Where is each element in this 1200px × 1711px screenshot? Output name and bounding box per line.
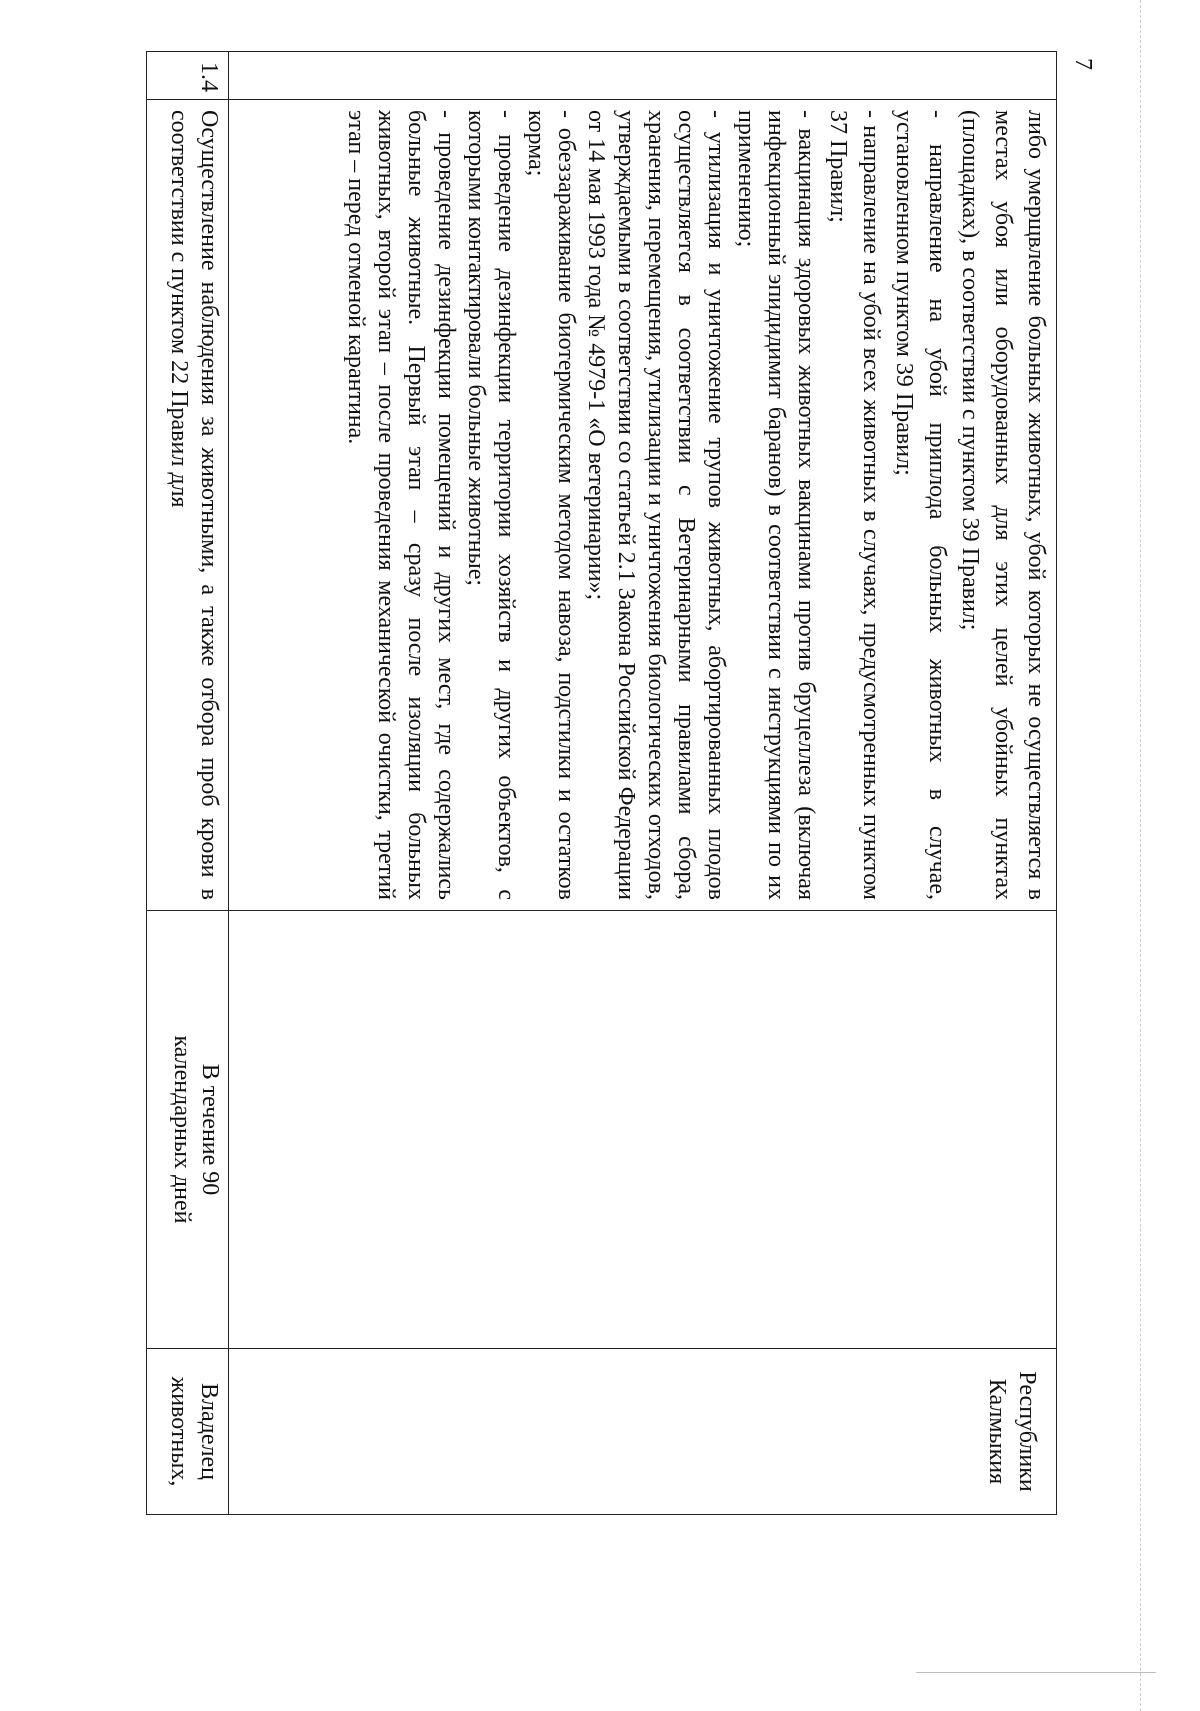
responsible-cell: Владелец животных, bbox=[147, 1349, 229, 1515]
measures-description-cell bbox=[229, 100, 1057, 911]
measure-paragraph: - проведение дезинфекции территории хозяйств и других объектов, с которыми контактировали больные животные; bbox=[463, 110, 519, 900]
page-number: 7 bbox=[1070, 58, 1096, 70]
measure-paragraph: либо умерщвление больных животных, убой которых не осуществляется в местах убоя или оборудованных для этих целей убойных пунктах (площадках), в соответствии с пунктом 39 Правил; bbox=[957, 110, 1049, 900]
measures-table bbox=[146, 51, 1057, 1515]
measure-paragraph: - проведение дезинфекции помещений и других мест, где содержались больные животные. Первый этап – сразу после изоляции больных животных, второй этап – после проведения механической очистки, третий этап – перед отменой карантина. bbox=[343, 110, 459, 900]
period-cell bbox=[229, 911, 1057, 1349]
table-row bbox=[147, 52, 229, 1515]
scan-bottom-line bbox=[916, 1672, 1156, 1673]
measure-paragraph: Осуществление наблюдения за животными, а также отбора проб крови в соответствии с пунктом 22 Правил для bbox=[166, 110, 222, 900]
measure-paragraph: - вакцинация здоровых животных вакцинами против бруцеллеза (включая инфекционный эпидидимит баранов) в соответствии с инструкциями по их применению; bbox=[733, 110, 819, 900]
row-number-cell bbox=[229, 52, 1057, 100]
period-cell: В течение 90 календарных дней bbox=[147, 911, 229, 1349]
measure-paragraph: - обеззараживание биотермическим методом навоза, подстилки и остатков корма; bbox=[523, 110, 579, 900]
table-row bbox=[229, 52, 1057, 1515]
measure-paragraph: - утилизация и уничтожение трупов животных, абортированных плодов осуществляется в соответствии с Ветеринарными правилами сбора, хранения, перемещения, утилизации и уничтожения биологических отходов, утверждаемыми в соответствии со статьей 2.1 Закона Российской Федерации от 14 мая 1993 года № 4979-1 «О ветеринарии»; bbox=[583, 110, 729, 900]
measure-paragraph: - направление на убой приплода больных животных в случае, установленном пунктом 39 Правил; bbox=[891, 110, 950, 900]
responsible-cell: Республики Калмыкия bbox=[229, 1349, 1057, 1515]
measure-paragraph: - направление на убой всех животных в случаях, предусмотренных пунктом 37 Правил; bbox=[825, 110, 884, 900]
measures-description-cell bbox=[147, 100, 229, 911]
row-number-cell: 1.4 bbox=[147, 52, 229, 100]
scan-edge-line bbox=[1140, 0, 1141, 1711]
